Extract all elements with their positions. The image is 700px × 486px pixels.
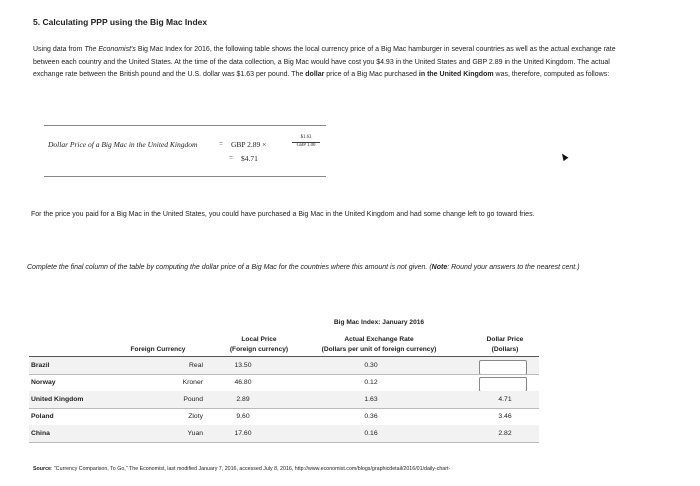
big-mac-table <box>29 318 539 454</box>
cell-local-price: 9.60 <box>236 413 250 420</box>
fraction-denominator: GBP 1.00 <box>296 143 316 148</box>
cell-currency: Zloty <box>188 413 203 420</box>
header-rate-line1: Actual Exchange Rate <box>344 336 414 343</box>
intro-bold-uk: in the United Kingdom <box>418 71 494 78</box>
row-input-wrap <box>29 357 539 374</box>
row-input-wrap <box>29 374 539 391</box>
header-dollar-price <box>471 335 539 355</box>
header-local-line1: Local Price <box>241 336 277 343</box>
cell-dollar-price: 3.46 <box>498 413 512 420</box>
instructions <box>27 262 637 275</box>
cell-local-price: 17.60 <box>234 430 252 437</box>
cell-exchange-rate: 0.16 <box>364 430 378 437</box>
cell-currency: Kroner <box>182 379 203 386</box>
table-row <box>29 425 539 442</box>
table-row <box>29 391 539 408</box>
header-usd-line1: Dollar Price <box>486 336 524 343</box>
cell-dollar-price: 2.82 <box>498 430 512 437</box>
cell-exchange-rate: 0.36 <box>364 413 378 420</box>
equation-top-rule <box>44 125 326 126</box>
intro-paragraph <box>33 44 633 82</box>
cell-dollar-price: 4.71 <box>498 396 512 403</box>
fraction-numerator: $1.63 <box>300 135 312 140</box>
cell-country: Brazil <box>31 362 50 369</box>
cell-country: Poland <box>31 413 54 420</box>
equation-gbp-term: GBP 2.89 × <box>231 140 267 149</box>
header-rate-line2: (Dollars per unit of foreign currency) <box>321 346 437 353</box>
intro-bold-dollar: dollar <box>305 71 325 78</box>
exchange-rate-fraction <box>292 135 320 149</box>
instructions-text: Complete the final column of the table by computing the dollar price of a Big Mac for the countries where this amount is not given. ( <box>27 264 432 271</box>
equation-box <box>44 125 326 177</box>
equation-bottom-rule <box>44 176 326 177</box>
cell-currency: Real <box>189 362 203 369</box>
problem-title: 5. Calculating PPP using the Big Mac Index <box>33 17 208 27</box>
intro-text-3: price of a Big Mac purchased <box>324 71 419 78</box>
cell-local-price: 13.50 <box>234 362 252 369</box>
table-group-header: Big Mac Index: January 2016 <box>333 319 425 326</box>
header-foreign-currency: Foreign Currency <box>130 346 186 353</box>
cell-country: Norway <box>31 379 56 386</box>
source-label: Source <box>33 466 51 472</box>
cell-currency: Yuan <box>187 430 203 437</box>
mouse-cursor-icon <box>560 152 569 161</box>
row-rule <box>29 408 539 409</box>
cell-country: China <box>31 430 50 437</box>
cell-local-price: 46.80 <box>234 379 252 386</box>
intro-text-1: Using data from <box>33 46 85 53</box>
cell-currency: Pound <box>183 396 203 403</box>
norway-dollar-price-input[interactable] <box>479 377 527 392</box>
header-local-line2: (Foreign currency) <box>229 346 289 353</box>
table-bottom-rule <box>29 442 539 443</box>
intro-text-2: Big Mac Index for 2016, the following table shows the local currency price of a Big Mac hamburger in several countries as well as the actual exchange rate between each country and the United States. At the time of the data collection, a Big Mac would have cost you $4.93 in the United States and GBP 2.89 in the United Kingdom. The actual exchange rate between the British pound and the U.S. dollar was $1.63 per pound. The <box>33 46 616 78</box>
source-citation <box>33 466 673 472</box>
note-text: : Round your answers to the nearest cent.) <box>447 264 580 271</box>
equation-result: $4.71 <box>241 154 258 163</box>
cell-exchange-rate: 1.63 <box>364 396 378 403</box>
cell-exchange-rate: 0.30 <box>364 362 378 369</box>
intro-publication: The Economist's <box>84 46 136 53</box>
cell-local-price: 2.89 <box>236 396 250 403</box>
equals-sign: = <box>219 140 223 148</box>
note-label: Note <box>431 264 448 271</box>
source-text: : "Currency Comparison, To Go," The Economist, last modified January 7, 2016, accessed July 8, 2016, http://www.economist.com/blogs/graphicdetail/2016/01/daily-chart- <box>50 466 451 472</box>
fries-paragraph: For the price you paid for a Big Mac in the United States, you could have purchased a Big Mac in the United Kingdom and had some change left to go toward fries. <box>31 211 535 218</box>
equation-label: Dollar Price of a Big Mac in the United Kingdom <box>48 140 198 149</box>
header-exchange-rate <box>289 335 469 355</box>
cell-country: United Kingdom <box>31 396 84 403</box>
intro-text-4: was, therefore, computed as follows: <box>493 71 610 78</box>
header-usd-line2: (Dollars) <box>491 346 519 353</box>
equals-sign-2: = <box>229 154 233 162</box>
cell-exchange-rate: 0.12 <box>364 379 378 386</box>
brazil-dollar-price-input[interactable] <box>479 360 527 375</box>
